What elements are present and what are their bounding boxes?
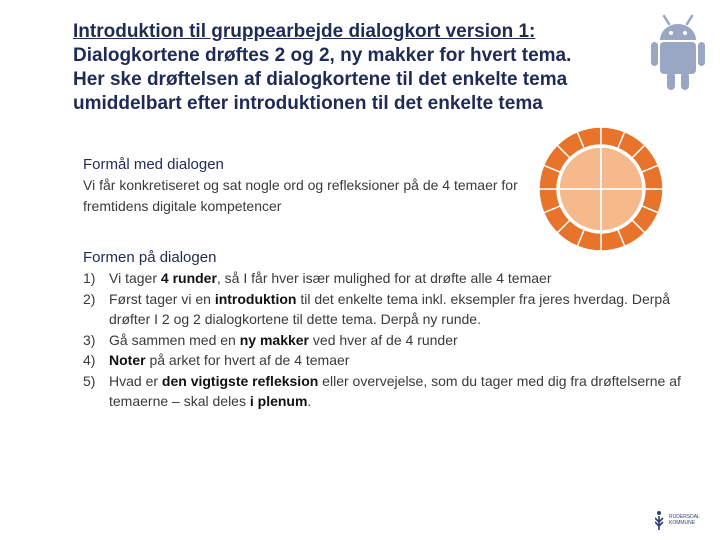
list-item: 4) Noter på arket for hvert af de 4 temaer (83, 352, 350, 368)
logo-text-1: RUDERSDAL (669, 514, 700, 520)
rudersdal-logo-icon (655, 511, 663, 530)
form-section (83, 248, 683, 412)
slide-title (73, 20, 633, 116)
title-line-1: Introduktion til gruppearbejde dialogkort version 1: (73, 21, 536, 42)
rudersdal-logo (655, 502, 715, 532)
list-item: 5) Hvad er den vigtigste refleksion eller overvejelse, som du tager med dig fra drøftelserne af temaerne – skal deles i plenum. (83, 372, 681, 409)
list-item: 3) Gå sammen med en ny makker ved hver af de 4 runder (83, 331, 458, 348)
title-line-2: Dialogkortene drøftes 2 og 2, ny makker for hvert tema. (73, 45, 572, 66)
purpose-section (83, 155, 523, 216)
form-list (83, 268, 683, 412)
wheel-inner-quadrants (559, 147, 643, 231)
list-item: 2) Først tager vi en introduktion til det enkelte tema inkl. eksempler fra jeres hverdag. Derpå drøfter I 2 og 2 dialogkortene til dette tema. Derpå ny runde. (83, 290, 670, 327)
logo-text-2: KOMMUNE (669, 520, 696, 526)
theme-wheel-graphic (537, 125, 665, 253)
title-line-4: umiddelbart efter introduktionen til det enkelte tema (73, 93, 543, 114)
android-icon (650, 14, 706, 92)
list-item: 1) Vi tager 4 runder, så I får hver især mulighed for at drøfte alle 4 temaer (83, 270, 552, 286)
purpose-text: Vi får konkretiseret og sat nogle ord og refleksioner på de 4 temaer for fremtidens digitale kompetencer (83, 177, 518, 214)
title-line-3: Her ske drøftelsen af dialogkortene til det enkelte tema (73, 69, 568, 90)
purpose-heading: Formål med dialogen (83, 156, 224, 173)
form-heading: Formen på dialogen (83, 249, 217, 266)
